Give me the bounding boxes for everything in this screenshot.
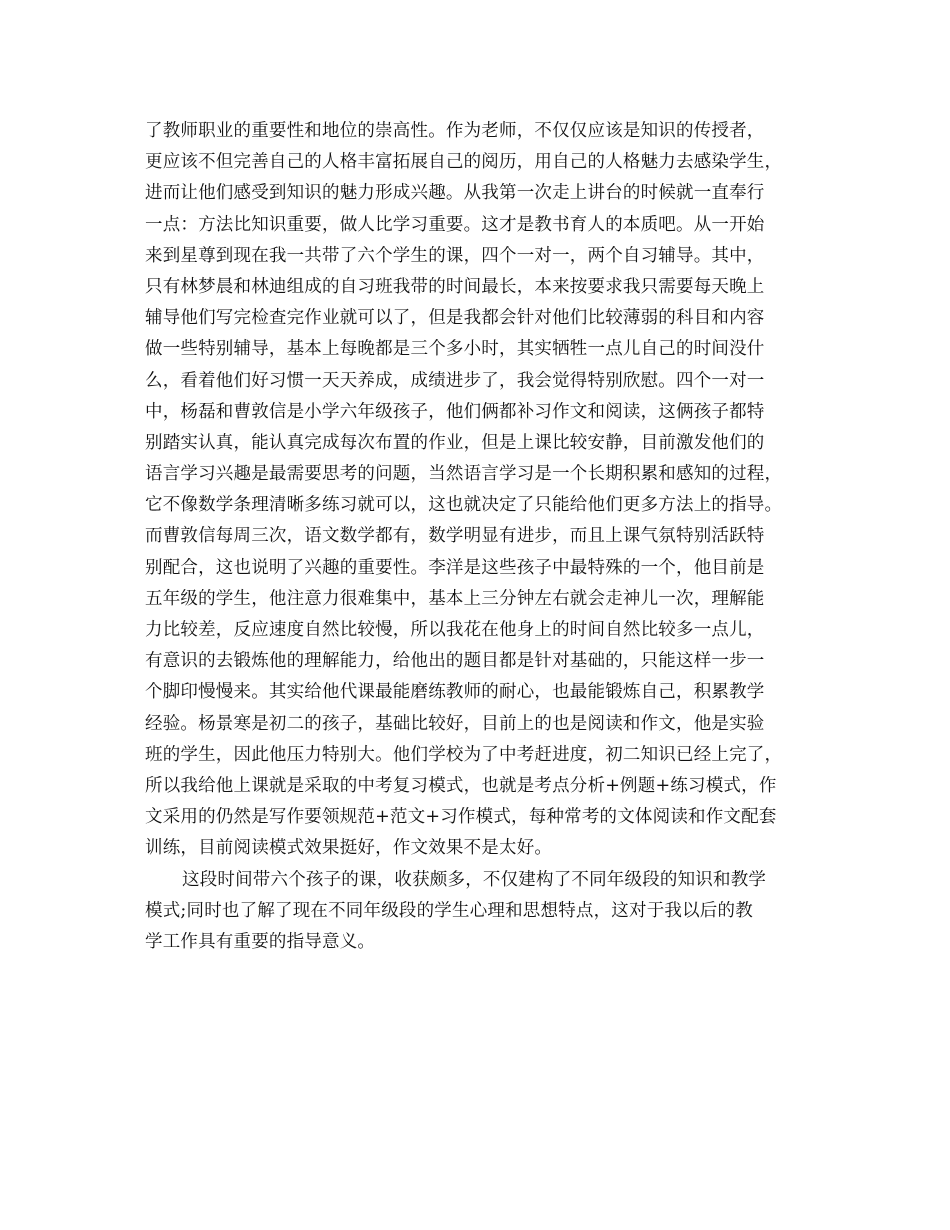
document-body [145, 116, 810, 958]
text-line: 所以我给他上课就是采取的中考复习模式，也就是考点分析+例题+练习模式，作 [145, 775, 777, 796]
text-line: 来到星尊到现在我一共带了六个学生的课，四个一对一，两个自习辅导。其中， [145, 245, 765, 266]
text-line: 么，看着他们好习惯一天天养成，成绩进步了，我会觉得特别欣慰。四个一对一 [145, 370, 765, 391]
text-line: 中，杨磊和曹敦信是小学六年级孩子，他们俩都补习作文和阅读，这俩孩子都特 [145, 401, 765, 422]
text-line: 一点：方法比知识重要，做人比学习重要。这才是教书育人的本质吧。从一开始 [145, 214, 765, 235]
text-line: 做一些特别辅导，基本上每晚都是三个多小时，其实牺牲一点儿自己的时间没什 [145, 339, 765, 360]
text-line: 进而让他们感受到知识的魅力形成兴趣。从我第一次走上讲台的时候就一直奉行 [145, 183, 765, 204]
text-line: 这段时间带六个孩子的课，收获颇多，不仅建构了不同年级段的知识和教学 [182, 869, 767, 890]
text-line: 有意识的去锻炼他的理解能力，给他出的题目都是针对基础的，只能这样一步一 [145, 651, 765, 672]
text-line: 学工作具有重要的指导意义。 [145, 931, 376, 952]
text-line: 更应该不但完善自己的人格丰富拓展自己的阅历，用自己的人格魅力去感染学生， [145, 152, 783, 173]
text-line: 训练，目前阅读模式效果挺好，作文效果不是太好。 [145, 838, 553, 859]
paragraph-2 [145, 865, 810, 959]
text-line: 文采用的仍然是写作要领规范+范文+习作模式，每种常考的文体阅读和作文配套 [145, 807, 777, 828]
text-line: 别踏实认真，能认真完成每次布置的作业，但是上课比较安静，目前激发他们的 [145, 432, 765, 453]
text-line: 语言学习兴趣是最需要思考的问题，当然语言学习是一个长期积累和感知的过程， [145, 464, 783, 485]
paragraph-1 [145, 116, 810, 865]
text-line: 而曹敦信每周三次，语文数学都有，数学明显有进步，而且上课气氛特别活跃特 [145, 526, 765, 547]
text-line: 个脚印慢慢来。其实给他代课最能磨练教师的耐心，也最能锻炼自己，积累教学 [145, 682, 765, 703]
text-line: 只有林梦晨和林迪组成的自习班我带的时间最长，本来按要求我只需要每天晚上 [145, 276, 765, 297]
text-line: 五年级的学生，他注意力很难集中，基本上三分钟左右就会走神儿一次，理解能 [145, 588, 765, 609]
text-line: 经验。杨景寒是初二的孩子，基础比较好，目前上的也是阅读和作文，他是实验 [145, 713, 765, 734]
text-line: 了教师职业的重要性和地位的崇高性。作为老师，不仅仅应该是知识的传授者， [145, 121, 765, 141]
text-line: 辅导他们写完检查完作业就可以了，但是我都会针对他们比较薄弱的科目和内容 [145, 308, 765, 329]
text-line: 班的学生，因此他压力特别大。他们学校为了中考赶进度，初二知识已经上完了， [145, 744, 783, 765]
text-line: 模式;同时也了解了现在不同年级段的学生心理和思想特点，这对于我以后的教 [145, 900, 753, 921]
text-line: 别配合，这也说明了兴趣的重要性。李洋是这些孩子中最特殊的一个，他目前是 [145, 557, 765, 578]
text-line: 它不像数学条理清晰多练习就可以，这也就决定了只能给他们更多方法上的指导。 [145, 495, 783, 516]
text-line: 力比较差，反应速度自然比较慢，所以我花在他身上的时间自然比较多一点儿， [145, 620, 765, 640]
